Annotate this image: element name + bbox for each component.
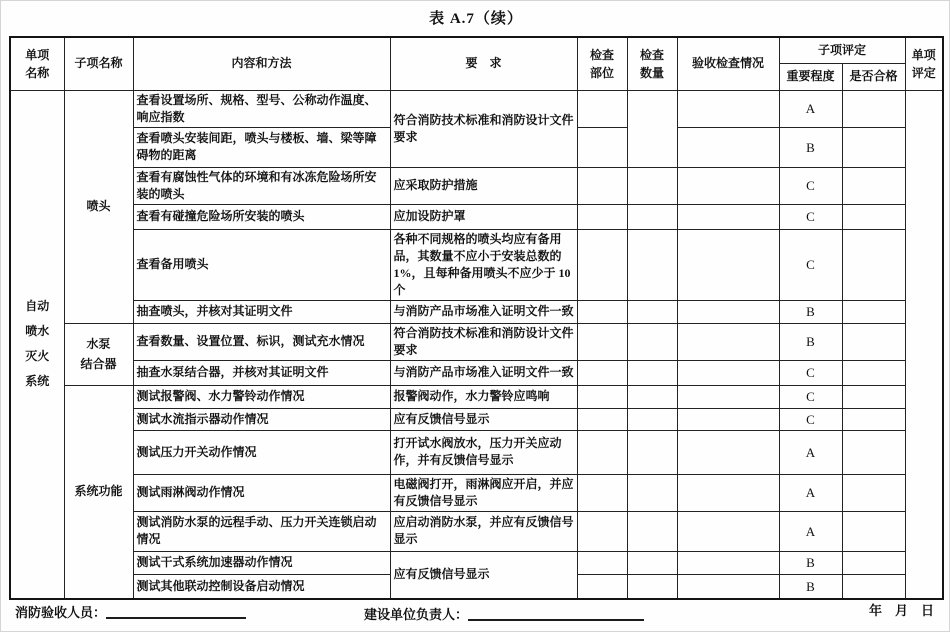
- cell-content: 测试压力开关动作情况: [133, 430, 390, 474]
- cell-qualified: [842, 474, 905, 511]
- cell-acceptance-status: [677, 551, 779, 574]
- cell-content: 抽查喷头，并核对其证明文件: [133, 300, 390, 323]
- cell-check-quantity: [627, 551, 677, 574]
- cell-check-location: [577, 360, 627, 385]
- header-item-eval-line: 单项: [911, 47, 936, 62]
- cell-importance: B: [779, 300, 842, 323]
- cell-requirement: 应启动消防水泵，并应有反馈信号显示: [390, 511, 577, 551]
- cell-requirement: 电磁阀打开，雨淋阀应开启，并应有反馈信号显示: [390, 474, 577, 511]
- date-row: [869, 600, 934, 619]
- cell-check-quantity: [627, 574, 677, 599]
- cell-qualified: [842, 360, 905, 385]
- cell-content: 测试水流指示器动作情况: [133, 408, 390, 430]
- main-item-line: 喷水: [25, 324, 50, 339]
- cell-importance: A: [779, 90, 842, 127]
- cell-check-quantity: [627, 474, 677, 511]
- cell-check-location: [577, 167, 627, 204]
- cell-importance: B: [779, 127, 842, 167]
- cell-check-location: [577, 430, 627, 474]
- cell-content: 查看有碰撞危险场所安装的喷头: [133, 204, 390, 229]
- cell-content: 测试报警阀、水力警铃动作情况: [133, 385, 390, 408]
- cell-check-location: [577, 551, 627, 574]
- cell-acceptance-status: [677, 90, 779, 127]
- cell-importance: A: [779, 511, 842, 551]
- cell-acceptance-status: [677, 229, 779, 300]
- inspector-label: 消防验收人员：: [15, 605, 107, 620]
- cell-check-location: [577, 574, 627, 599]
- cell-requirement: 应加设防护罩: [390, 204, 577, 229]
- cell-content: 测试干式系统加速器动作情况: [133, 551, 390, 574]
- subitem-pump-adapter-line: 水泵: [86, 337, 111, 351]
- header-item-eval: [905, 37, 943, 90]
- cell-requirement: 与消防产品市场准入证明文件一致: [390, 300, 577, 323]
- cell-importance: A: [779, 474, 842, 511]
- header-check-location-line: 部位: [589, 65, 614, 80]
- cell-qualified: [842, 127, 905, 167]
- cell-qualified: [842, 167, 905, 204]
- main-item-line: 系统: [25, 374, 50, 389]
- cell-check-location: [577, 90, 627, 127]
- cell-subitem-pump-adapter: [64, 323, 133, 385]
- inspector-signature-row: [15, 602, 246, 621]
- main-item-line: 灭火: [25, 349, 50, 364]
- cell-requirement: 符合消防技术标准和消防设计文件要求: [390, 323, 577, 360]
- header-check-quantity: [627, 37, 677, 90]
- header-importance: 重要程度: [779, 63, 842, 90]
- cell-importance: B: [779, 574, 842, 599]
- header-subitem-name: 子项名称: [64, 37, 133, 90]
- cell-check-quantity: [627, 511, 677, 551]
- cell-check-quantity: [627, 167, 677, 204]
- cell-qualified: [842, 300, 905, 323]
- table-title: 表 A.7（续）: [429, 11, 523, 27]
- cell-qualified: [842, 511, 905, 551]
- cell-requirement: 应采取防护措施: [390, 167, 577, 204]
- header-acceptance-status: 验收检查情况: [677, 37, 779, 90]
- cell-check-quantity: [627, 300, 677, 323]
- header-check-quantity-line: 检查: [639, 47, 664, 62]
- cell-importance: C: [779, 408, 842, 430]
- acceptance-inspection-table: [9, 36, 944, 600]
- header-content-method: 内容和方法: [133, 37, 390, 90]
- cell-requirement: 各种不同规格的喷头均应有备用品，其数量不应小于安装总数的 1%，且每种备用喷头不应少于 10 个: [390, 229, 577, 300]
- cell-requirement: 报警阀动作，水力警铃应鸣响: [390, 385, 577, 408]
- cell-content: 测试雨淋阀动作情况: [133, 474, 390, 511]
- header-requirement: 要 求: [390, 37, 577, 90]
- cell-qualified: [842, 90, 905, 127]
- header-item-name: [10, 37, 64, 90]
- cell-check-location: [577, 323, 627, 360]
- cell-subitem-sprinkler: 喷头: [64, 90, 133, 323]
- header-qualified: 是否合格: [842, 63, 905, 90]
- cell-content: 测试消防水泵的远程手动、压力开关连锁启动情况: [133, 511, 390, 551]
- cell-acceptance-status: [677, 323, 779, 360]
- cell-acceptance-status: [677, 574, 779, 599]
- cell-acceptance-status: [677, 474, 779, 511]
- cell-importance: A: [779, 430, 842, 474]
- inspector-signature-blank: [106, 605, 246, 619]
- cell-importance: B: [779, 323, 842, 360]
- cell-acceptance-status: [677, 408, 779, 430]
- cell-check-quantity: [627, 360, 677, 385]
- cell-qualified: [842, 229, 905, 300]
- cell-check-quantity: [627, 204, 677, 229]
- cell-content: 查看数量、设置位置、标识，测试充水情况: [133, 323, 390, 360]
- cell-main-item: [10, 90, 64, 599]
- cell-importance: C: [779, 229, 842, 300]
- cell-acceptance-status: [677, 300, 779, 323]
- cell-qualified: [842, 430, 905, 474]
- cell-importance: B: [779, 551, 842, 574]
- cell-check-quantity: [627, 408, 677, 430]
- cell-check-location: [577, 229, 627, 300]
- header-item-eval-line: 评定: [911, 65, 936, 80]
- cell-content: 查看有腐蚀性气体的环境和有冰冻危险场所安装的喷头: [133, 167, 390, 204]
- cell-check-quantity: [627, 385, 677, 408]
- cell-content: 查看设置场所、规格、型号、公称动作温度、响应指数: [133, 90, 390, 127]
- cell-acceptance-status: [677, 360, 779, 385]
- header-check-quantity-line: 数量: [639, 65, 664, 80]
- cell-check-quantity: [627, 90, 677, 167]
- cell-qualified: [842, 551, 905, 574]
- header-item-name-line: 单项: [25, 47, 50, 62]
- cell-content: 抽查水泵结合器，并核对其证明文件: [133, 360, 390, 385]
- constructor-signature-blank: [468, 607, 644, 621]
- constructor-signature-row: [364, 604, 644, 623]
- cell-check-quantity: [627, 430, 677, 474]
- cell-requirement: 符合消防技术标准和消防设计文件要求: [390, 90, 577, 167]
- header-check-location-line: 检查: [589, 47, 614, 62]
- cell-qualified: [842, 574, 905, 599]
- cell-acceptance-status: [677, 511, 779, 551]
- cell-importance: C: [779, 204, 842, 229]
- cell-requirement: 打开试水阀放水，压力开关应动作，并有反馈信号显示: [390, 430, 577, 474]
- cell-qualified: [842, 408, 905, 430]
- main-item-line: 自动: [25, 299, 50, 314]
- cell-qualified: [842, 385, 905, 408]
- cell-importance: C: [779, 360, 842, 385]
- cell-importance: C: [779, 167, 842, 204]
- cell-importance: C: [779, 385, 842, 408]
- cell-acceptance-status: [677, 127, 779, 167]
- cell-check-location: [577, 127, 627, 167]
- header-subitem-eval: 子项评定: [779, 37, 905, 63]
- cell-qualified: [842, 204, 905, 229]
- cell-subitem-system-function: 系统功能: [64, 385, 133, 599]
- date-label: 年 月 日: [869, 603, 935, 618]
- cell-qualified: [842, 323, 905, 360]
- cell-check-location: [577, 511, 627, 551]
- cell-requirement: 应有反馈信号显示: [390, 408, 577, 430]
- cell-check-location: [577, 204, 627, 229]
- cell-requirement: 应有反馈信号显示: [390, 551, 577, 599]
- cell-check-location: [577, 474, 627, 511]
- cell-check-quantity: [627, 323, 677, 360]
- header-item-name-line: 名称: [25, 65, 50, 80]
- cell-content: 测试其他联动控制设备启动情况: [133, 574, 390, 599]
- cell-check-quantity: [627, 229, 677, 300]
- header-check-location: [577, 37, 627, 90]
- cell-check-location: [577, 300, 627, 323]
- cell-requirement: 与消防产品市场准入证明文件一致: [390, 360, 577, 385]
- subitem-pump-adapter-line: 结合器: [80, 357, 117, 371]
- cell-acceptance-status: [677, 430, 779, 474]
- cell-content: 查看喷头安装间距，喷头与楼板、墙、梁等障碍物的距离: [133, 127, 390, 167]
- cell-acceptance-status: [677, 204, 779, 229]
- cell-content: 查看备用喷头: [133, 229, 390, 300]
- cell-acceptance-status: [677, 385, 779, 408]
- cell-check-location: [577, 385, 627, 408]
- cell-item-eval: [905, 90, 943, 599]
- cell-acceptance-status: [677, 167, 779, 204]
- constructor-label: 建设单位负责人：: [364, 607, 469, 622]
- cell-check-location: [577, 408, 627, 430]
